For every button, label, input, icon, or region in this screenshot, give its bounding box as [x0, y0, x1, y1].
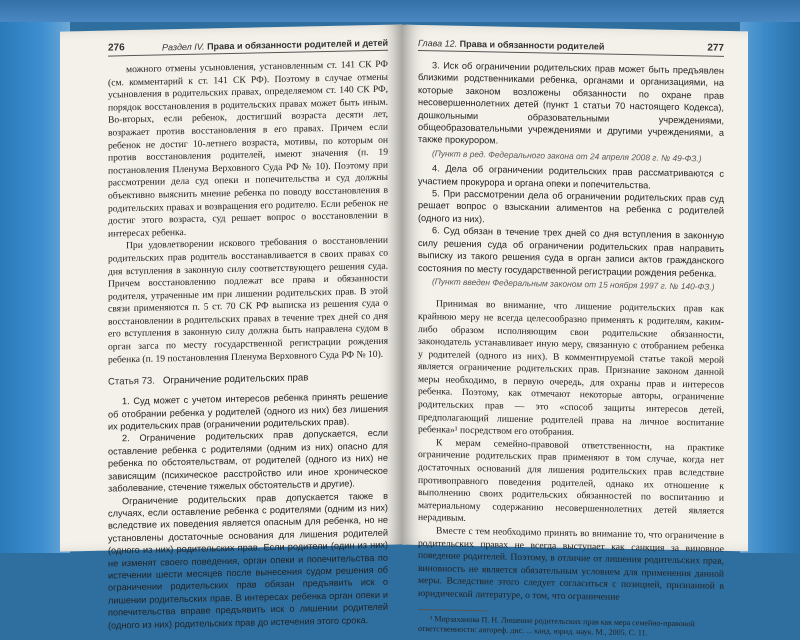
amendment-note: (Пункт введен Федеральным законом от 15 ноября 1997 г. № 140-ФЗ.)	[432, 276, 715, 292]
left-page	[60, 24, 402, 631]
commentary-text	[418, 298, 724, 606]
left-page-header	[108, 37, 388, 57]
running-head-prefix: Глава 12.	[418, 37, 458, 49]
paragraph: При удовлетворении искового требования о восстановлении родительских прав родитель восстанавливается в своих правах со дня вступления в законную силу соответствующего решения суда. Причем восстановлению подлежат все права и обязанности родителя, утраченные им при лишении родительских прав. В этой связи применяются п. 5 ст. 70 СК РФ выписка из решения суда о восстановлении в родительских правах в течение трех дней со дня его вступления в законную силу должна быть направлена судом в орган загса по месту государственной регистрации рождения ребенка (п. 19 постановления Пленума Верховного Суда РФ № 10).	[108, 235, 388, 366]
article-text	[108, 390, 388, 632]
footnote: ¹ Мирзаханова П. Н. Лишение родительских прав как мера семейно-правовой ответственности: автореф. дис. ... канд. юрид. наук. М., 2005. С. 11.	[418, 613, 695, 637]
paragraph: 6. Суд обязан в течение трех дней со дня вступления в законную силу решения суда об ограничении родительских прав направить выписку из такого решения суда в орган записи актов гражданского состояния по месту государственной регистрации рождения ребенка.	[418, 225, 724, 279]
running-head-title: Права и обязанности родителей и детей	[207, 37, 388, 52]
commentary-text	[108, 59, 388, 367]
footnote-divider	[418, 609, 488, 611]
paragraph: Принимая во внимание, что лишение родительских прав как крайнюю меру не всегда целесообразно применять к родителям, каким-либо образом исполняющим свои родительские обязанности, законодатель устанавливает иную меру, связанную с отобранием ребенка у родителей (одного из них). В комментируемой статье такой мерой является ограничение родительских прав. Признание законом данной меры необходимо, в первую очередь, для охраны прав и интересов ребенка. Поэтому, как отмечают некоторые авторы, ограничение родительских прав — это «способ защиты интересов детей, предполагающий лишение родителей права на личное воспитание ребенка»¹ посредством его отобрания.	[418, 298, 724, 439]
paragraph: 2. Ограничение родительских прав допускается, если оставление ребенка с родителями (одним из них) опасно для ребенка по обстоятельствам, от родителей (одного из них) не зависящим (психическое расстройство или иное хроническое заболевание, стечение тяжелых обстоятельств и другие).	[108, 428, 388, 494]
paragraph: Ограничение родительских прав допускается также в случаях, если оставление ребенка с родителями (одним из них) вследствие их поведения является опасным для ребенка, но не установлены достаточные основания для лишения родителей (одного из них) родительских прав. Если родители (один из них) не изменят своего поведения, орган опеки и попечительства по истечении шести месяцев после вынесения судом решения об ограничении родительских прав обязан предъявить иск о лишении родительских прав. В интересах ребенка орган опеки и попечительства вправе предъявить иск о лишении родителей (одного из них) родительских прав до истечения этого срока.	[108, 490, 388, 631]
paragraph: К мерам семейно-правовой ответственности, на практике ограничение родительских прав применяют в том случае, когда нет достаточных оснований для лишения родительских прав вследствие противоправного поведения родителей, однако их отношение к выполнению своих родительских обязанностей по воспитанию и материальному содержанию несовершеннолетних детей является нерадивым.	[418, 437, 724, 525]
book-cover-right	[740, 0, 800, 553]
page-number: 277	[707, 42, 724, 54]
running-head	[418, 38, 604, 52]
paragraph: 3. Иск об ограничении родительских прав может быть предъявлен близкими родственниками ребенка, органами и организациями, на которые законом возложены обязанности по охране прав несовершеннолетних детей (пункт 1 статьи 70 настоящего Кодекса), дошкольными образовательными учреждениями, общеобразовательными учреждениями и другими учреждениями, а также прокурором.	[418, 60, 724, 146]
paragraph: 4. Дела об ограничении родительских прав рассматриваются с участием прокурора и органа опеки и попечительства.	[418, 163, 724, 191]
paragraph: 5. При рассмотрении дела об ограничении родительских прав суд решает вопрос о взыскании алиментов на ребенка с родителей (одного из них).	[418, 188, 724, 225]
page-number: 276	[108, 42, 125, 54]
paragraph: можного отмены усыновления, установленным ст. 141 СК РФ (см. комментарий к ст. 141 СК РФ). Поэтому в случае отмены усыновления в родительских правах, определяемом ст. 140 СК РФ, порядок восстановления в родительских правах может быть иным. Во-вторых, если ребенок, достигший возраста десяти лет, возражает против восстановления в его правах. Причем если ребенок не достиг 10-летнего возраста, мотивы, по которым он против восстановления родителей, имеют значения (п. 19 постановления Пленума Верховного Суда РФ № 10). Поэтому при рассмотрении дела суд опеки и попечительства и суд должны объективно выяснить мнение ребенка по поводу восстановления в родительских правах и возвращения его родителю. Если ребенок не достиг этого возраста, суд решает вопрос о восстановлении в интересах ребенка.	[108, 58, 388, 240]
article-text	[418, 59, 724, 293]
paragraph: Вместе с тем необходимо принять во внимание то, что ограничение в родительских правах не всегда выступает как санкция за виновное поведение родителей. Поэтому, в отличие от лишения родительских прав, виновность не является обязательным условием для применения данной меры. Вследствие этого следует согласиться с позицией, признанной в юридической литературе, о том, что ограничение	[418, 525, 724, 603]
amendment-note: (Пункт в ред. Федерального закона от 24 апреля 2008 г. № 49-ФЗ.)	[432, 148, 702, 164]
book-cover-top	[0, 0, 800, 22]
article-number: Статья 73.	[108, 375, 155, 388]
running-head-title: Права и обязанности родителей	[459, 38, 605, 52]
article-heading	[108, 371, 388, 388]
running-head-prefix: Раздел IV.	[162, 41, 205, 53]
article-title: Ограничение родительских прав	[162, 372, 309, 387]
running-head	[162, 38, 388, 53]
right-page	[402, 25, 748, 637]
paragraph: 1. Суд может с учетом интересов ребенка принять решение об отобрании ребенка у родителей (одного из них) без лишения их родительских прав (ограничении родительских прав).	[108, 390, 388, 432]
right-page-header	[418, 37, 724, 57]
